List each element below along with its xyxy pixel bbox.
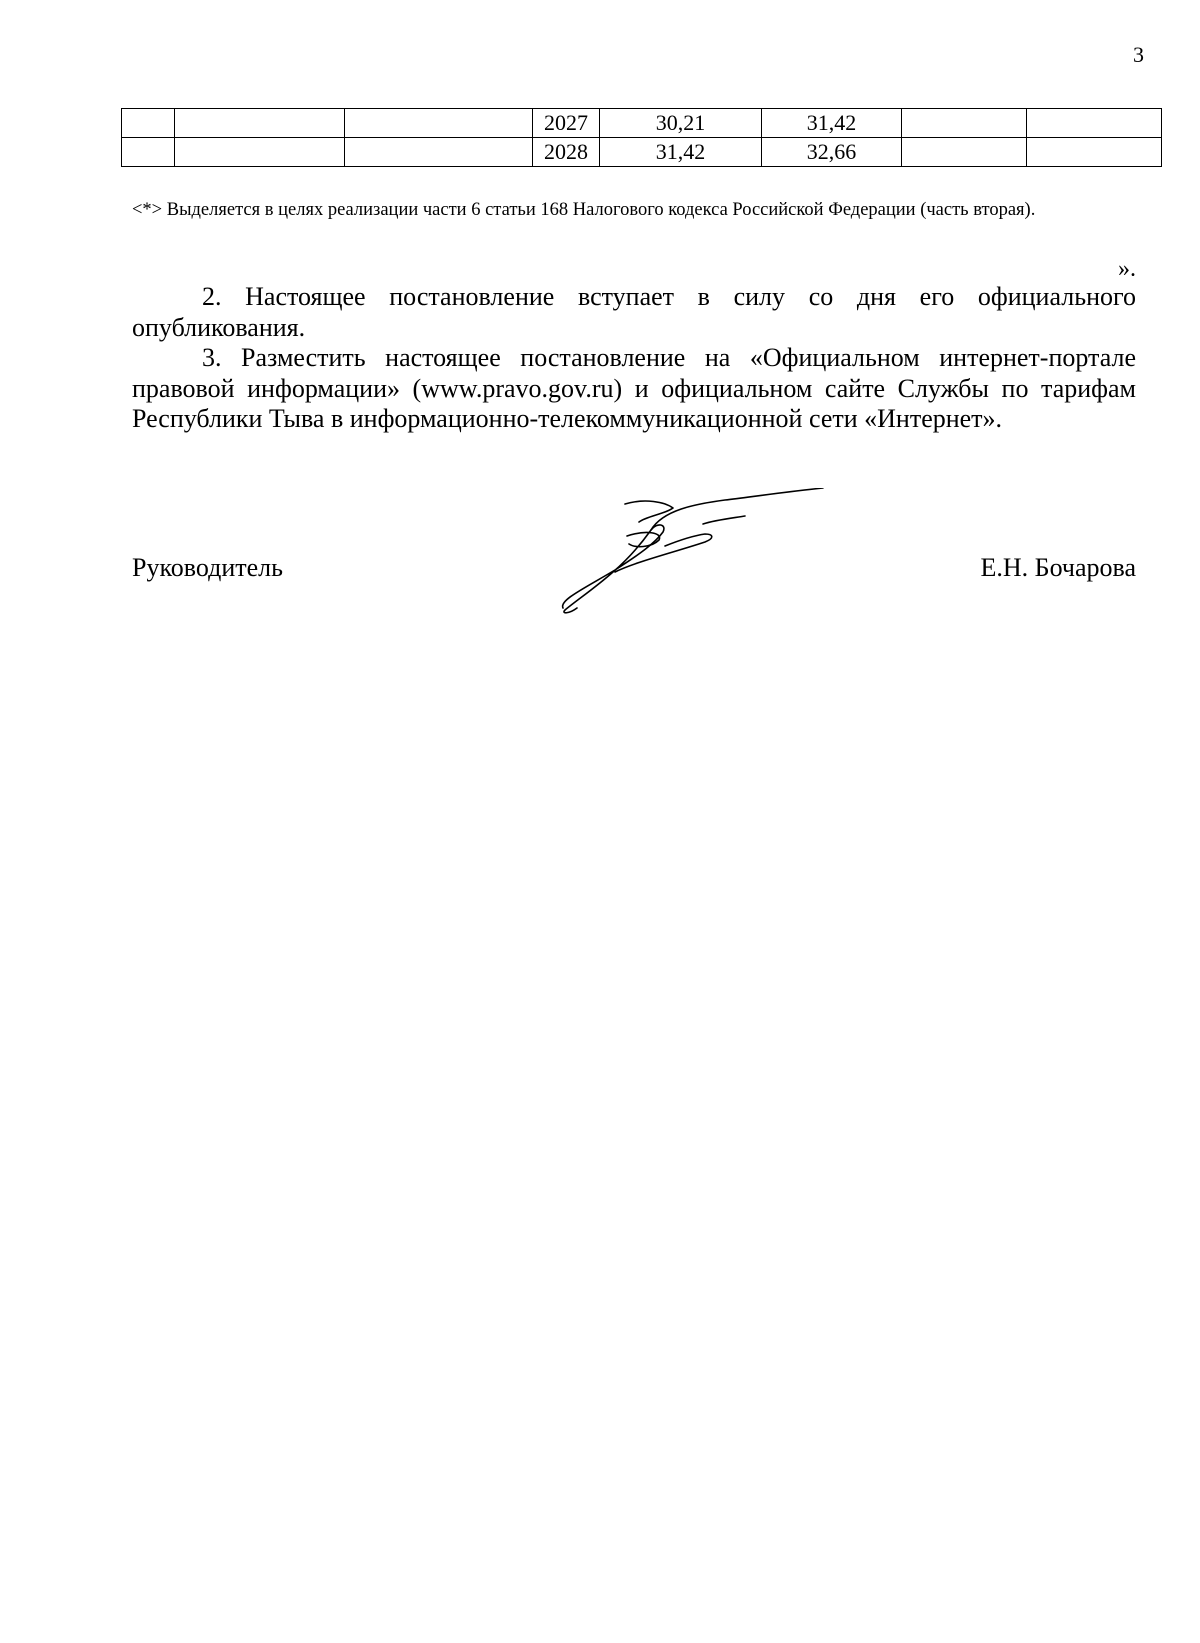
table-cell-value: 31,42 [600,138,762,167]
table-cell [902,138,1027,167]
body-text [132,282,1136,435]
table-cell-value: 31,42 [762,109,902,138]
paragraph-effective-date: 2. Настоящее постановление вступает в силу со дня его официального опубликования. [132,282,1136,342]
paragraph-publication: 3. Разместить настоящее постановление на «Официальном интернет-портале правовой информации» (www.pravo.gov.ru) и официальном сайте Службы по тарифам Республики Тыва в информационно-телекоммуникационной сети «Интернет». [132,343,1136,433]
page-number: 3 [1133,42,1144,67]
table-cell [122,109,175,138]
table-cell [175,138,345,167]
table-cell [175,109,345,138]
table-cell [1027,109,1162,138]
table-row [122,138,1162,167]
table-cell [902,109,1027,138]
table-cell [345,138,533,167]
table-cell-year: 2028 [533,138,600,167]
table-cell [122,138,175,167]
handwritten-signature [555,488,825,628]
footnote: <*> Выделяется в целях реализации части 6 статьи 168 Налогового кодекса Российской Федерации (часть вторая). [132,200,1036,220]
table-cell [1027,138,1162,167]
tariff-table [121,108,1162,167]
table-row [122,109,1162,138]
table-cell-value: 32,66 [762,138,902,167]
table-cell [345,109,533,138]
table-cell-year: 2027 [533,109,600,138]
signer-title: Руководитель [132,553,283,582]
closing-quote: ». [1118,256,1136,282]
signer-name: Е.Н. Бочарова [980,553,1136,582]
table-cell-value: 30,21 [600,109,762,138]
